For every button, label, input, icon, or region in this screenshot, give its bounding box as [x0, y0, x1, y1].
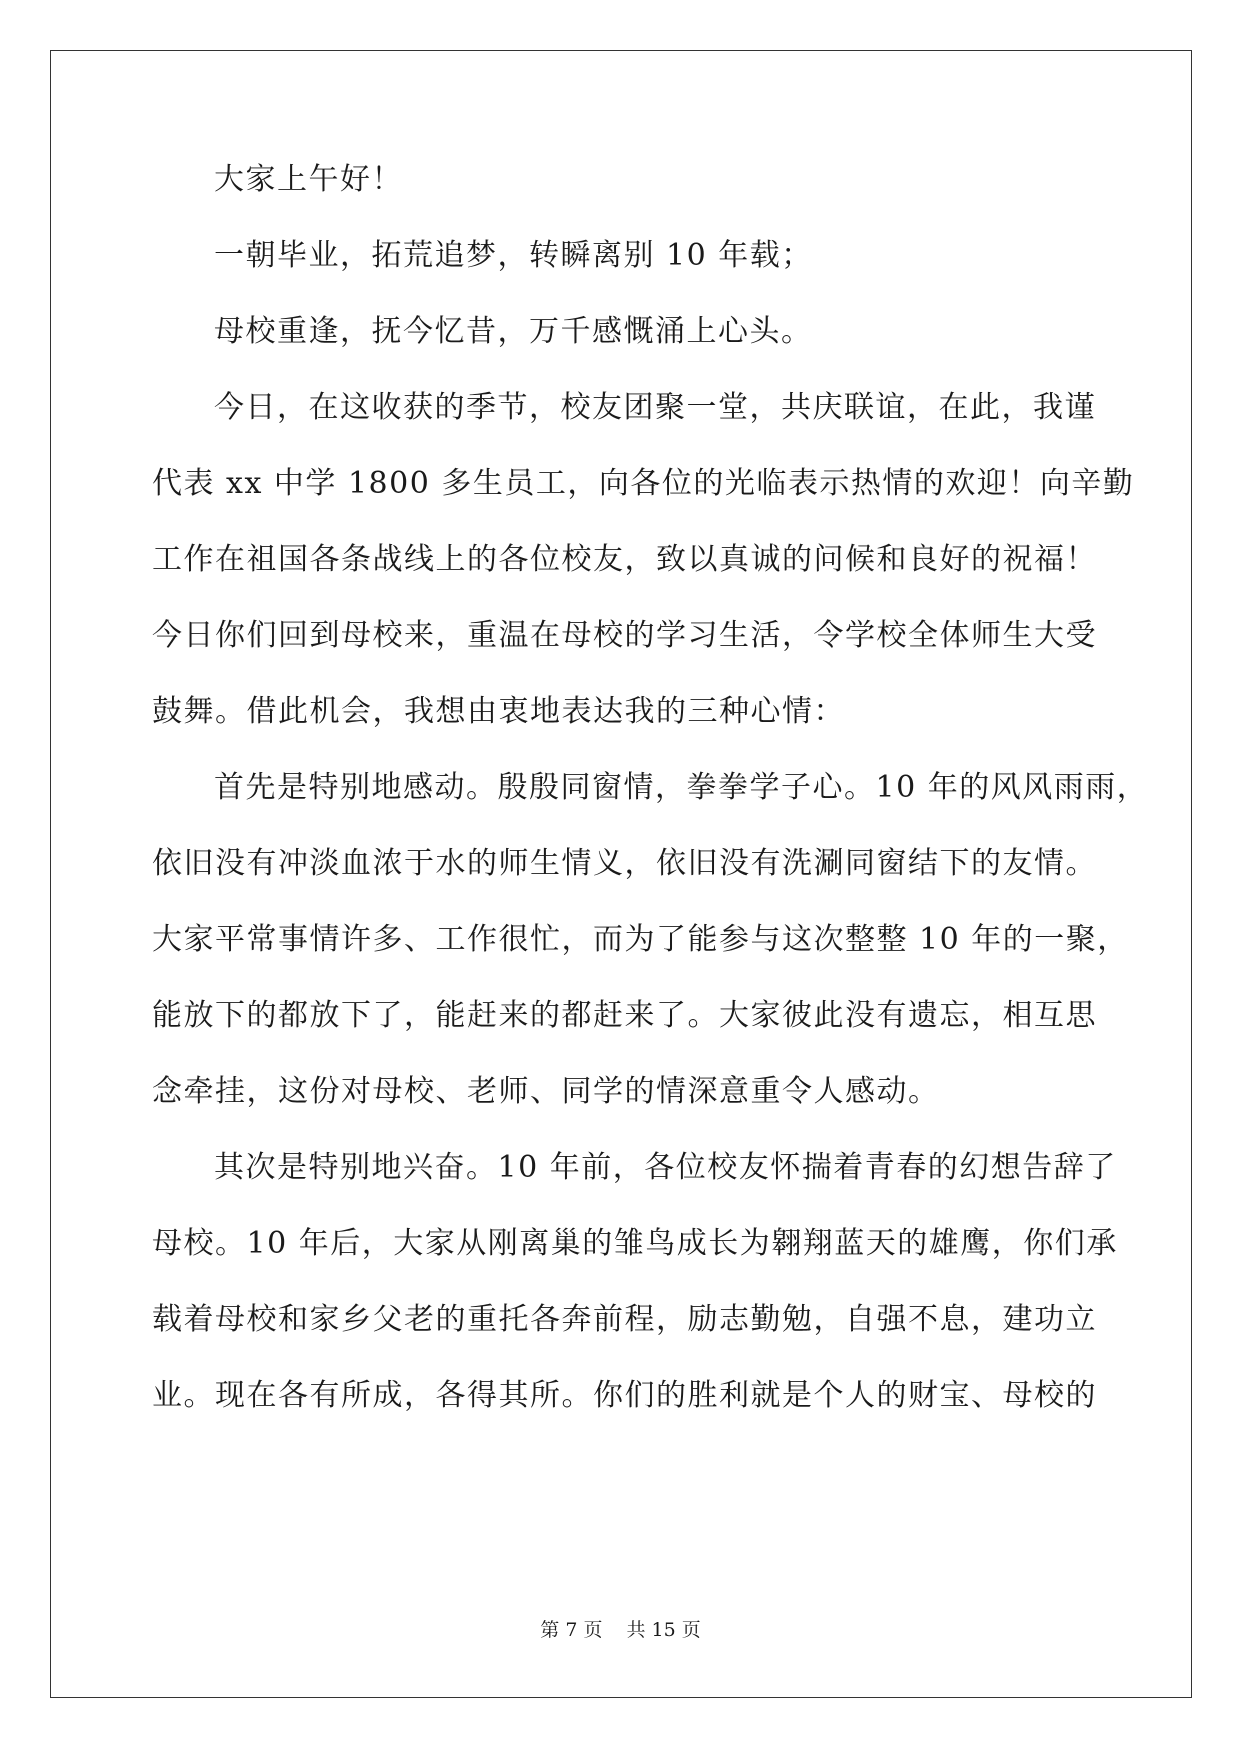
- text-line: 其次是特别地兴奋。10 年前，各位校友怀揣着青春的幻想告辞了: [214, 1150, 1117, 1185]
- text-line: 载着母校和家乡父老的重托各奔前程，励志勤勉，自强不息，建功立: [152, 1302, 1097, 1337]
- document-body: [152, 160, 1149, 1452]
- text-line: 今日你们回到母校来，重温在母校的学习生活，令学校全体师生大受: [152, 618, 1097, 653]
- page-current: 第 7 页: [540, 1619, 603, 1641]
- text-line: 依旧没有冲淡血浓于水的师生情义，依旧没有洗涮同窗结下的友情。: [152, 846, 1097, 881]
- text-line: 大家平常事情许多、工作很忙，而为了能参与这次整整 10 年的一聚，: [152, 922, 1129, 957]
- text-line: 母校重逢，抚今忆昔，万千感慨涌上心头。: [214, 314, 813, 349]
- page-footer: [0, 1615, 1241, 1642]
- text-line: 能放下的都放下了，能赶来的都赶来了。大家彼此没有遗忘，相互思: [152, 998, 1097, 1033]
- text-line: 大家上午好！: [214, 162, 403, 197]
- text-line: 鼓舞。借此机会，我想由衷地表达我的三种心情：: [152, 694, 845, 729]
- text-line: 首先是特别地感动。殷殷同窗情，拳拳学子心。10 年的风风雨雨，: [214, 770, 1149, 805]
- text-line: 母校。10 年后，大家从刚离巢的雏鸟成长为翱翔蓝天的雄鹰，你们承: [152, 1226, 1118, 1261]
- text-line: 代表 xx 中学 1800 多生员工，向各位的光临表示热情的欢迎！向辛勤: [152, 466, 1135, 501]
- text-line: 一朝毕业，拓荒追梦，转瞬离别 10 年载；: [214, 238, 813, 273]
- text-line: 工作在祖国各条战线上的各位校友，致以真诚的问候和良好的祝福！: [152, 542, 1097, 577]
- text-line: 今日，在这收获的季节，校友团聚一堂，共庆联谊，在此，我谨: [214, 390, 1096, 425]
- text-line: 念牵挂，这份对母校、老师、同学的情深意重令人感动。: [152, 1074, 940, 1109]
- text-line: 业。现在各有所成，各得其所。你们的胜利就是个人的财宝、母校的: [152, 1378, 1097, 1413]
- page-total: 共 15 页: [626, 1619, 701, 1641]
